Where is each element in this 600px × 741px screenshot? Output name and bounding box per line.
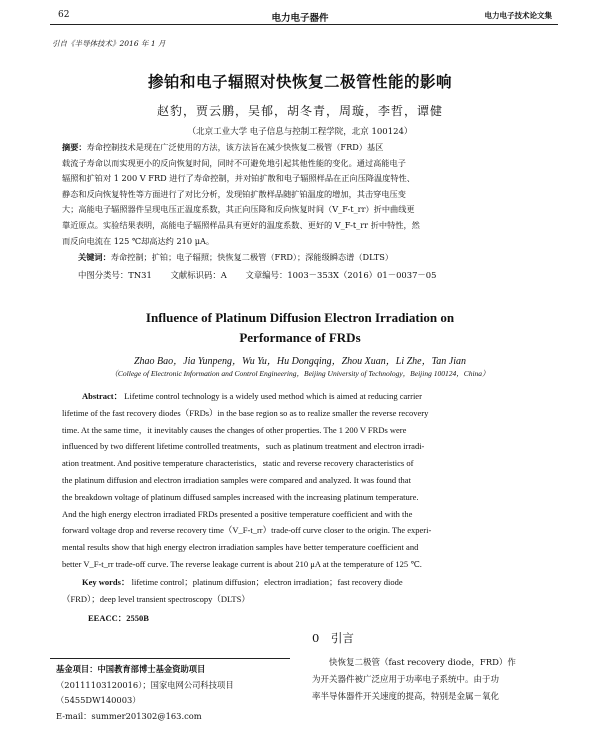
- page-number: 62: [58, 10, 70, 20]
- affiliation-en: （College of Electronic Information and Control Engineering，Beijing University of Technology，Beijing 100124，China）: [110, 369, 490, 378]
- funding-note: [56, 662, 290, 724]
- abstract-cn-label: 摘要：: [62, 142, 87, 152]
- keywords-en-line: （FRD）；deep level transient spectroscopy（DLTS）: [62, 593, 250, 604]
- abstract-en-line: ation treatment. And positive temperature characteristics，static and reverse recovery characteristics of: [62, 458, 414, 469]
- keywords-en: [62, 574, 546, 608]
- intro-line: 快恢复二极管（fast recovery diode，FRD）作: [329, 658, 516, 668]
- abstract-cn-line: 辐照和扩铂对 1 200 V FRD 进行了寿命控制，并对铂扩散和电子辐照样品在正向压降温度特性、: [62, 173, 415, 184]
- abstract-cn-line: 静态和反向恢复特性等方面进行了对比分析，发现铂扩散样品随扩铂温度的增加，其击穿电压变: [62, 188, 406, 199]
- abstract-en-line: the breakdown voltage of platinum diffused samples increased with the increasing platinum temperature.: [62, 491, 419, 502]
- paper-title-en: [0, 308, 600, 348]
- funding-line: （20111103120016）；国家电网公司科技项目: [56, 679, 234, 690]
- abstract-en-line: better V_F-t_rr trade-off curve. The reverse leakage current is about 210 μA at the temperature of 125 ℃.: [62, 558, 422, 569]
- article-number: 文章编号：1003－353X（2016）01－0037－05: [245, 270, 437, 280]
- abstract-cn-line: 而反向电流在 125 ℃却高达约 210 μA。: [62, 235, 215, 246]
- authors-en: Zhao Bao，Jia Yunpeng，Wu Yu，Hu Dongqing，Zhou Xuan，Li Zhe，Tan Jian: [134, 356, 466, 367]
- paper-title-cn: 掺铂和电子辐照对快恢复二极管性能的影响: [147, 72, 452, 91]
- keywords-en-label: Key words：: [82, 577, 130, 587]
- section-heading: 0 引言: [312, 631, 354, 645]
- title-en-line: Influence of Platinum Diffusion Electron Irradiation on: [145, 310, 455, 325]
- funding-line: 基金项目：中国教育部博士基金资助项目: [56, 664, 206, 674]
- title-en-line: Performance of FRDs: [239, 330, 361, 345]
- abstract-cn: [62, 140, 546, 249]
- keywords-cn-label: 关键词：: [78, 252, 111, 262]
- abstract-en-line: the platinum diffusion and electron irradiation samples were compared and analyzed. It was found that: [62, 474, 411, 485]
- keywords-cn: [78, 252, 546, 263]
- intro-paragraph: [312, 655, 552, 706]
- abstract-en-line: lifetime of the fast recovery diodes（FRDs）in the base region so as to realize smaller the reverse recovery: [62, 407, 429, 418]
- funding-email: E-mail：summer201302@163.com: [56, 710, 202, 721]
- header-rule: [50, 24, 558, 25]
- abstract-en-line: And the high energy electron irradiated FRDs presented a positive temperature coefficient and with the: [62, 508, 413, 519]
- section-header: 电力电子技术论文集: [484, 11, 552, 20]
- abstract-cn-line: 摘要：寿命控制技术是现在广泛使用的方法，该方法旨在减少快恢复二极管（FRD）基区: [62, 142, 384, 152]
- intro-line: 率半导体器件开关速度的提高，特别是金属－氧化: [312, 692, 500, 702]
- authors-cn: 赵豹，贾云鹏，吴郁，胡冬青，周璇，李哲，谭健: [156, 104, 443, 118]
- abstract-cn-line: 载流子寿命以而实现更小的反向恢复时间，同时不可避免地引起其他性能的变化。通过高能电子: [62, 157, 406, 168]
- citation-note: 引自《半导体技术》2016 年 1 月: [52, 39, 166, 48]
- abstract-en-line: Abstract： Lifetime control technology is a widely used method which is aimed at reducing carrier: [82, 391, 422, 401]
- eeacc-code: EEACC：2550B: [88, 613, 149, 623]
- abstract-cn-line: 靠近原点。实验结果表明，高能电子辐照样品具有更好的温度系数、更好的 V_F-t_rr 折中特性，然: [62, 219, 420, 230]
- intro-line: 为开关器件被广泛应用于功率电子系统中。由于功: [312, 675, 500, 685]
- abstract-en-line: time. At the same time，it inevitably causes the changes of other properties. The 1 200 V FRDs were: [62, 424, 407, 435]
- footnote-rule: [50, 658, 290, 659]
- keywords-cn-text: 寿命控制；扩铂；电子辐照；快恢复二极管（FRD）；深能级瞬态谱（DLTS）: [110, 252, 394, 262]
- classification-line: [78, 269, 548, 281]
- abstract-en-label: Abstract：: [82, 391, 123, 401]
- journal-header: 电力电子器件: [271, 13, 329, 24]
- abstract-en-line: mental results show that high energy electron irradiation samples have better temperature coefficient and: [62, 542, 419, 553]
- abstract-cn-line: 大；高能电子辐照器件呈现电压正温度系数，其正向压降和反向恢复时间（V_F-t_rr）折中曲线更: [62, 204, 415, 215]
- keywords-en-line: Key words： lifetime control；platinum diffusion；electron irradiation；fast recovery diode: [82, 577, 403, 587]
- affiliation-cn: （北京工业大学 电子信息与控制工程学院，北京 100124）: [187, 127, 413, 137]
- clc-number: 中图分类号：TN31: [78, 270, 152, 280]
- abstract-en-line: forward voltage drop and reverse recovery time（V_F-t_rr）trade-off curve closer to the origin. The experi-: [62, 525, 432, 536]
- document-code: 文献标识码：A: [170, 270, 227, 280]
- abstract-en-line: influenced by two different lifetime controlled treatments，such as platinum treatment and electron irradi-: [62, 441, 425, 452]
- funding-line: （5455DW140003）: [56, 695, 141, 705]
- abstract-en: [62, 388, 546, 573]
